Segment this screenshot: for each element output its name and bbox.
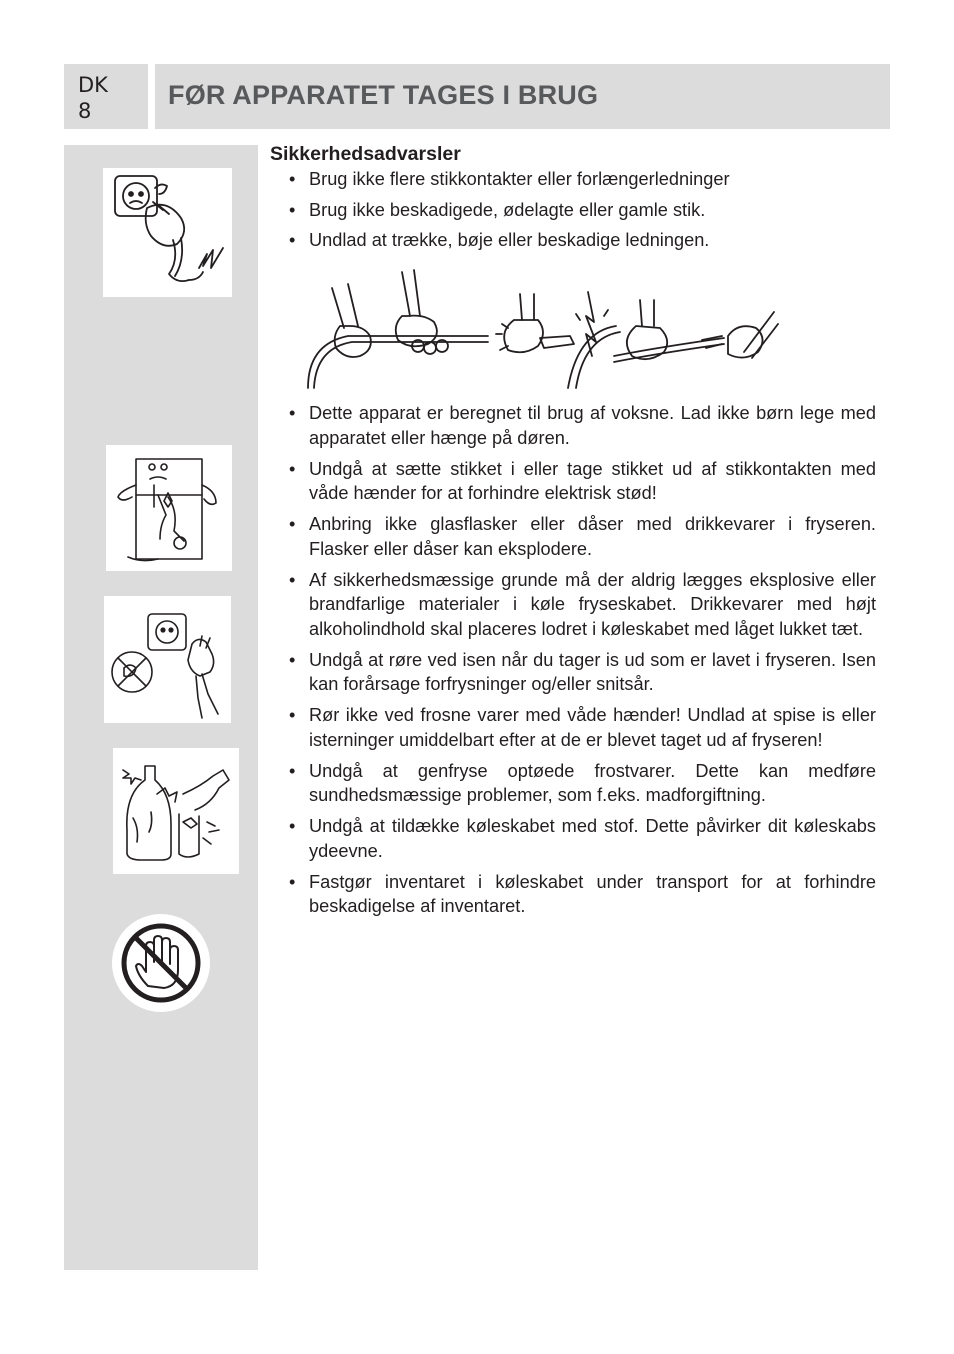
main-content: [270, 141, 876, 259]
page-title: FØR APPARATET TAGES I BRUG: [168, 80, 599, 110]
list-item: • Undgå at tildække køleskabet med stof. Dette påvirker dit køleskabs ydeevne.: [270, 814, 876, 863]
list-item: • Undgå at genfryse optøede frostvarer. Dette kan medføre sundhedsmæssige problemer, som f.eks. madforgiftning.: [270, 759, 876, 808]
list-item: • Brug ikke flere stikkontakter eller forlængerledninger: [270, 167, 876, 192]
list-item: • Undgå at sætte stikket i eller tage stikket ud af stikkontakten med våde hænder for at forhindre elektrisk stød!: [270, 457, 876, 506]
warning-list-bottom-wrap: [270, 401, 876, 925]
exploding-bottles-icon: [113, 748, 239, 874]
list-item: • Undlad at trække, bøje eller beskadige ledningen.: [270, 228, 876, 253]
language-code: DK: [78, 73, 108, 97]
list-item: • Undgå at røre ved isen når du tager is ud som er lavet i fryseren. Isen kan forårsage forfrysninger og/eller snitsår.: [270, 648, 876, 697]
wet-hands-socket-icon: [104, 596, 231, 723]
warning-list-bottom: [270, 401, 876, 919]
section-heading: Sikkerhedsadvarsler: [270, 143, 461, 165]
list-item: • Dette apparat er beregnet til brug af voksne. Lad ikke børn lege med apparatet eller hænge på døren.: [270, 401, 876, 450]
list-item: • Fastgør inventaret i køleskabet under transport for at forhindre beskadigelse af inventaret.: [270, 870, 876, 919]
plug-socket-icon: [103, 168, 232, 297]
list-item: • Brug ikke beskadigede, ødelagte eller gamle stik.: [270, 198, 876, 223]
page-number: 8: [78, 99, 92, 123]
page-marker: [64, 64, 148, 129]
list-item: • Rør ikke ved frosne varer med våde hænder! Undlad at spise is eller isterninger umiddelbart efter at de er blevet taget ud af fryseren!: [270, 703, 876, 752]
no-touch-hand-icon: [112, 914, 210, 1012]
cord-handling-icon: [304, 264, 784, 392]
warning-list-top: [270, 167, 876, 253]
child-on-fridge-icon: [106, 445, 232, 571]
list-item: • Anbring ikke glasflasker eller dåser med drikkevarer i fryseren. Flasker eller dåser kan eksplodere.: [270, 512, 876, 561]
list-item: • Af sikkerhedsmæssige grunde må der aldrig lægges eksplosive eller brandfarlige materialer i køle fryseskabet. Drikkevarer med højt alkoholindhold skal placeres lodret i køleskabet med låget lukket tæt.: [270, 568, 876, 642]
title-bar: [155, 64, 890, 129]
